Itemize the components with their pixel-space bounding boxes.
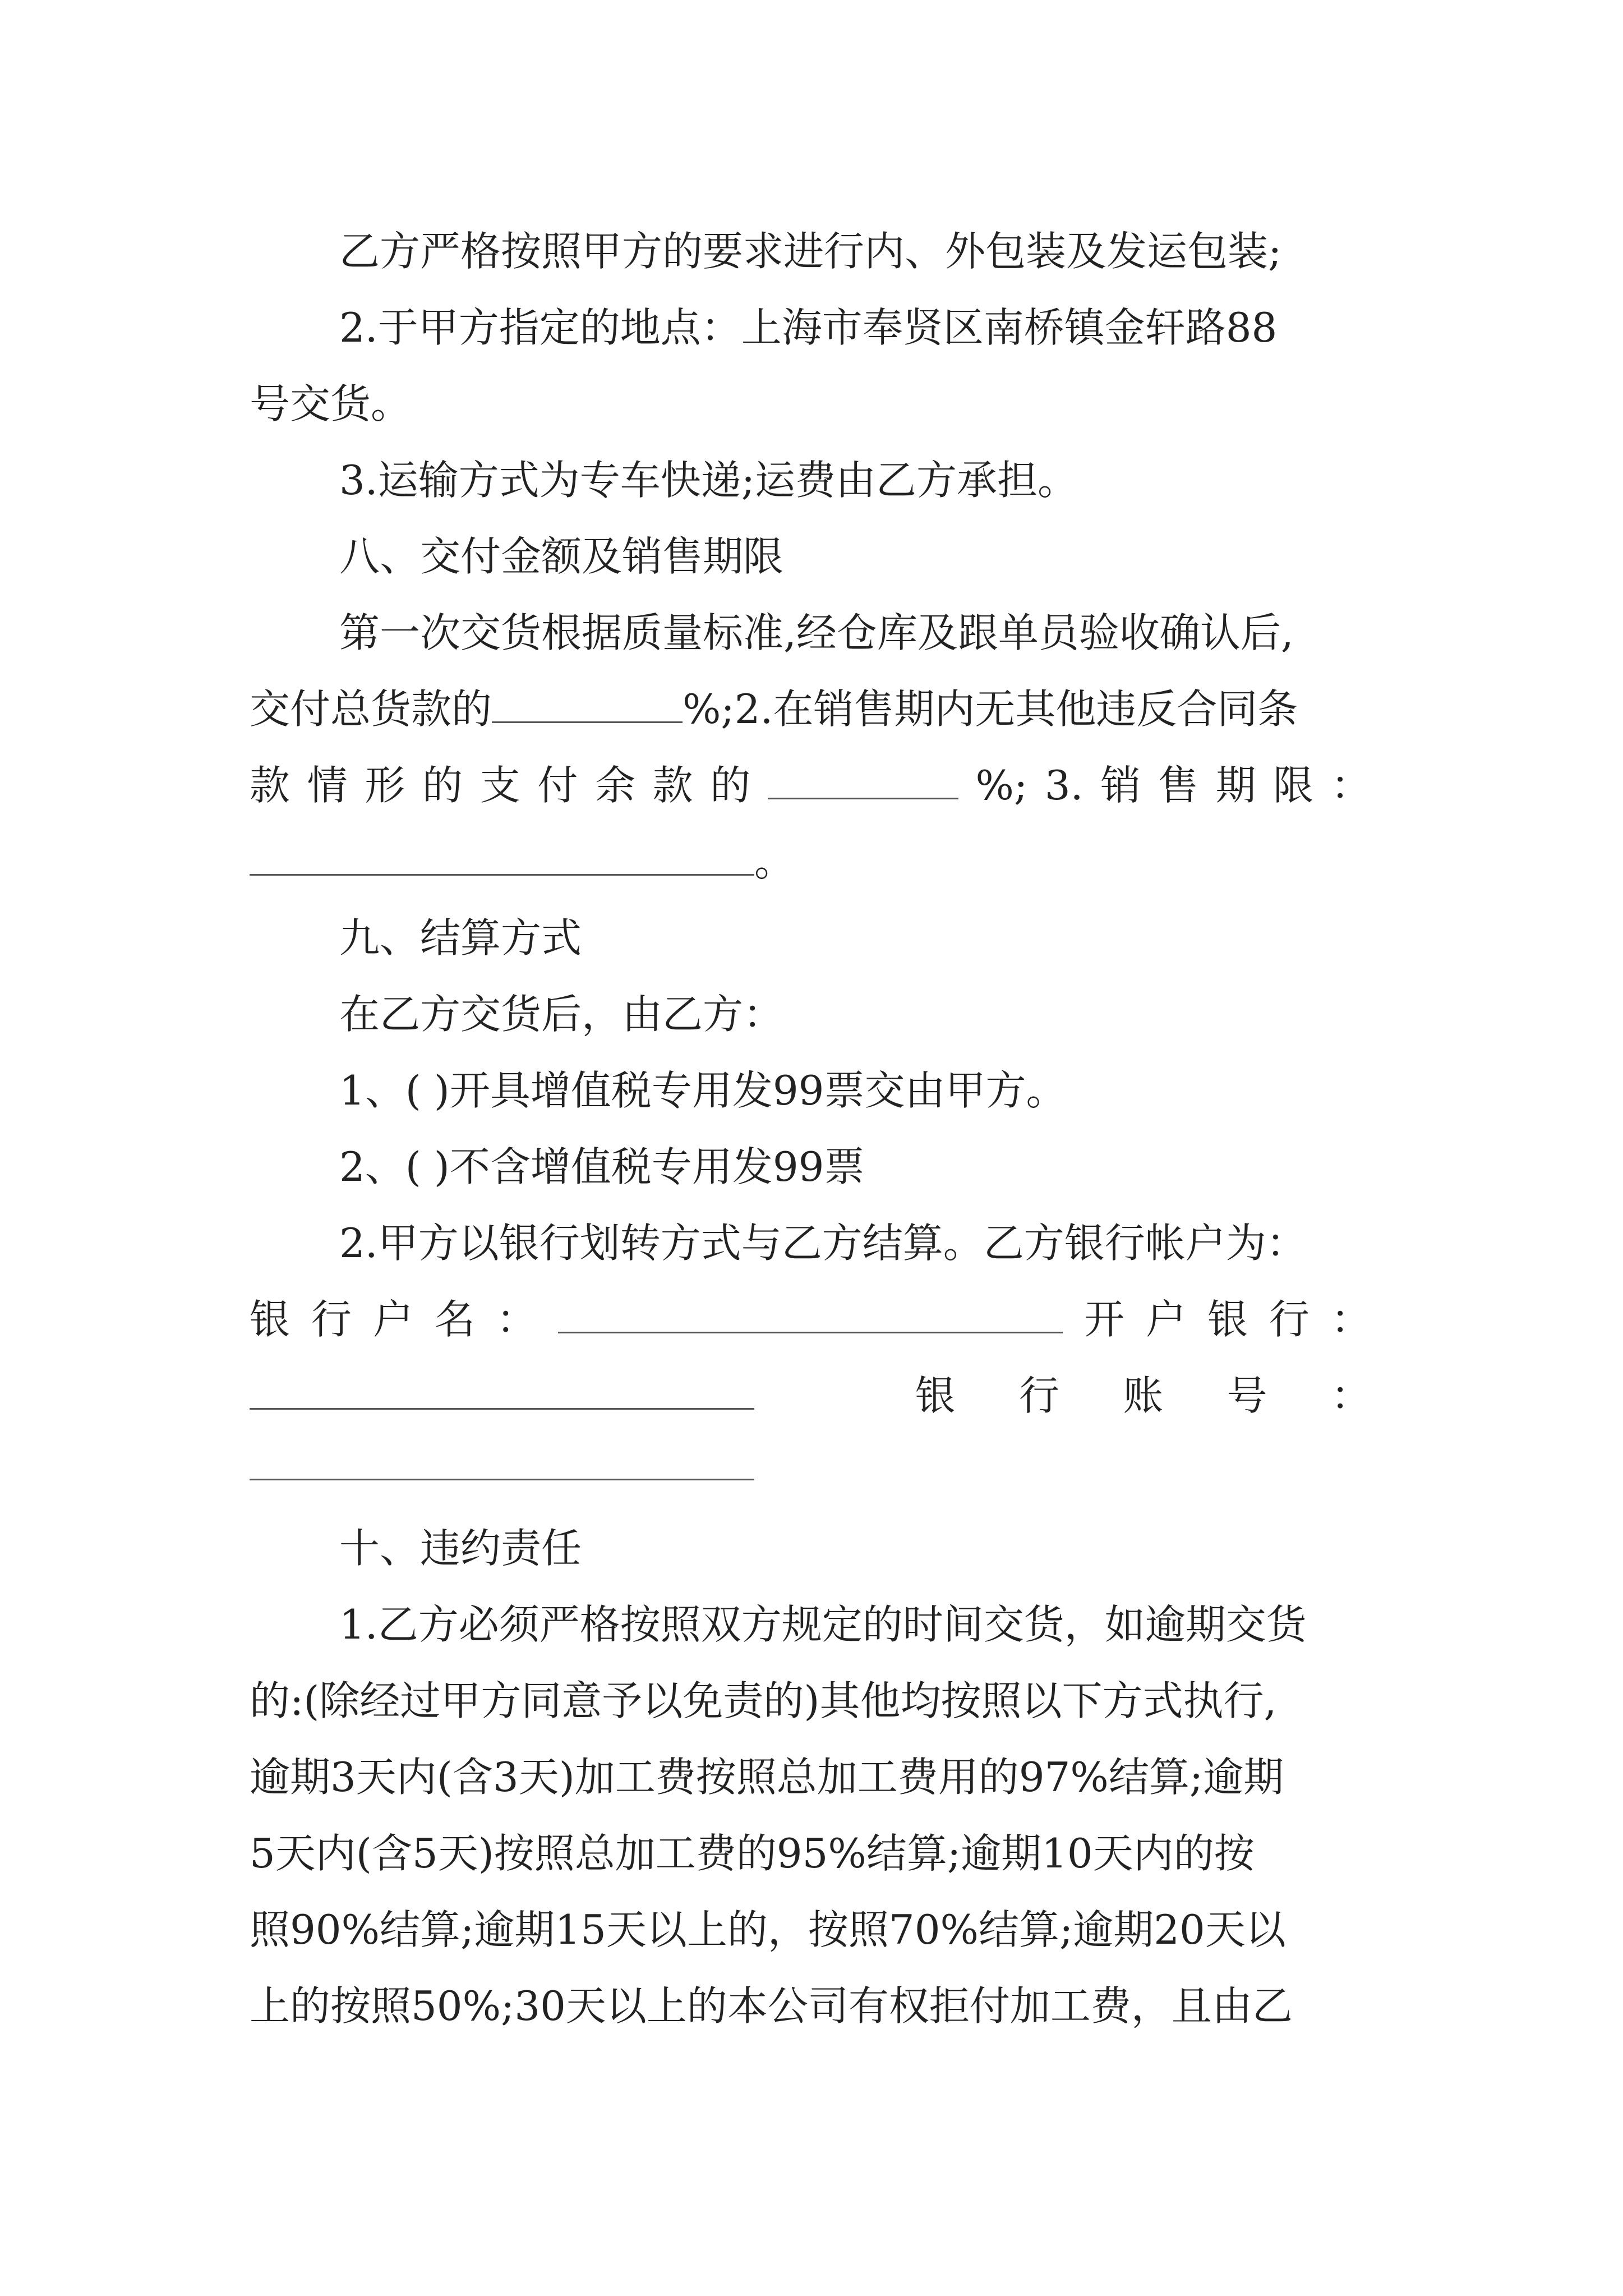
text: 银	[915, 1372, 956, 1419]
text: 银	[250, 1296, 291, 1343]
paragraph-line	[250, 1663, 1371, 1739]
text: 第一次交货根据质量标准,经仓库及跟单员验收确认后,	[339, 609, 1294, 656]
text: 付	[537, 762, 578, 809]
text: 上的按照50%;30天以上的本公司有权拒付加工费，且由乙	[250, 1982, 1293, 2030]
text: 的	[710, 762, 751, 809]
text: 情	[307, 762, 348, 809]
text: %;	[975, 762, 1028, 809]
text: 款	[250, 762, 291, 809]
text: ：	[1330, 1296, 1371, 1343]
text: 户	[373, 1296, 414, 1343]
text: ：	[1330, 1372, 1371, 1419]
text: %;2.在销售期内无其他违反合同条	[683, 685, 1298, 733]
text: 乙方严格按照甲方的要求进行内、外包装及发运包装;	[339, 228, 1282, 275]
text: 号交货。	[250, 380, 412, 427]
paragraph-line	[250, 747, 1371, 823]
paragraph-line	[250, 1052, 1371, 1129]
paragraph-line	[250, 671, 1371, 747]
text: 3.	[1044, 762, 1083, 809]
text: 在乙方交货后，由乙方：	[339, 991, 784, 1038]
text: 的	[422, 762, 463, 809]
text: 款	[652, 762, 693, 809]
text: 逾期3天内(含3天)加工费按照总加工费用的97%结算;逾期	[250, 1754, 1284, 1801]
text: 银	[1207, 1296, 1248, 1343]
text: 1、( )开具增值税专用发99票交由甲方。	[339, 1067, 1067, 1114]
text: 交付总货款的	[250, 685, 492, 733]
fill-in-blank[interactable]	[768, 753, 958, 799]
text: 期	[1215, 762, 1256, 809]
section-heading	[250, 900, 1371, 976]
paragraph-line	[250, 1129, 1371, 1205]
heading-text: 十、违约责任	[339, 1525, 582, 1572]
text: 5天内(含5天)按照总加工费的95%结算;逾期10天内的按	[250, 1830, 1255, 1877]
paragraph-line	[250, 442, 1371, 518]
text: 号	[1227, 1372, 1267, 1419]
text: 行	[1269, 1296, 1310, 1343]
paragraph-line	[250, 1205, 1371, 1281]
text: ：	[1330, 762, 1371, 809]
paragraph-line	[250, 1434, 1371, 1510]
text: 销	[1100, 762, 1141, 809]
paragraph-line	[250, 1281, 1371, 1358]
section-heading	[250, 518, 1371, 595]
text: 账	[1123, 1372, 1164, 1419]
paragraph-line	[250, 1892, 1371, 1968]
text: 名	[435, 1296, 476, 1343]
text: 1.乙方必须严格按照双方规定的时间交货，如逾期交货	[339, 1601, 1307, 1648]
text: 售	[1158, 762, 1198, 809]
text: 支	[479, 762, 520, 809]
paragraph-line	[250, 976, 1371, 1052]
paragraph-line	[250, 1815, 1371, 1892]
text: ：	[496, 1296, 537, 1343]
fill-in-blank[interactable]	[250, 1434, 754, 1480]
fill-in-blank[interactable]	[250, 1363, 754, 1410]
paragraph-line	[250, 289, 1371, 366]
heading-text: 九、结算方式	[339, 914, 582, 961]
text: 的:(除经过甲方同意予以免责的)其他均按照以下方式执行,	[250, 1677, 1277, 1724]
paragraph-line	[250, 1739, 1371, 1815]
text: 2.甲方以银行划转方式与乙方结算。乙方银行帐户为：	[339, 1220, 1307, 1267]
paragraph-line	[250, 595, 1371, 671]
heading-text: 八、交付金额及销售期限	[339, 533, 784, 580]
paragraph-line	[250, 213, 1371, 289]
paragraph-line	[250, 1586, 1371, 1663]
text: 2、( )不含增值税专用发99票	[339, 1143, 865, 1190]
fill-in-blank[interactable]	[250, 829, 754, 876]
text: 余	[594, 762, 635, 809]
text: 。	[754, 838, 795, 885]
paragraph-line	[250, 1968, 1371, 2044]
text: 照90%结算;逾期15天以上的，按照70%结算;逾期20天以	[250, 1906, 1286, 1953]
fill-in-blank[interactable]	[492, 677, 683, 723]
text: 限	[1273, 762, 1314, 809]
document-body	[250, 213, 1371, 2044]
text: 行	[1018, 1372, 1059, 1419]
text: 行	[311, 1296, 352, 1343]
text: 形	[365, 762, 405, 809]
text: 3.运输方式为专车快递;运费由乙方承担。	[339, 457, 1078, 504]
section-heading	[250, 1510, 1371, 1586]
text: 开	[1083, 1296, 1124, 1343]
paragraph-line	[250, 1358, 1371, 1434]
fill-in-blank[interactable]	[558, 1287, 1063, 1333]
text: 户	[1145, 1296, 1186, 1343]
paragraph-line	[250, 823, 1371, 900]
text: 2.于甲方指定的地点：上海市奉贤区南桥镇金轩路88	[339, 304, 1278, 351]
paragraph-line	[250, 366, 1371, 442]
